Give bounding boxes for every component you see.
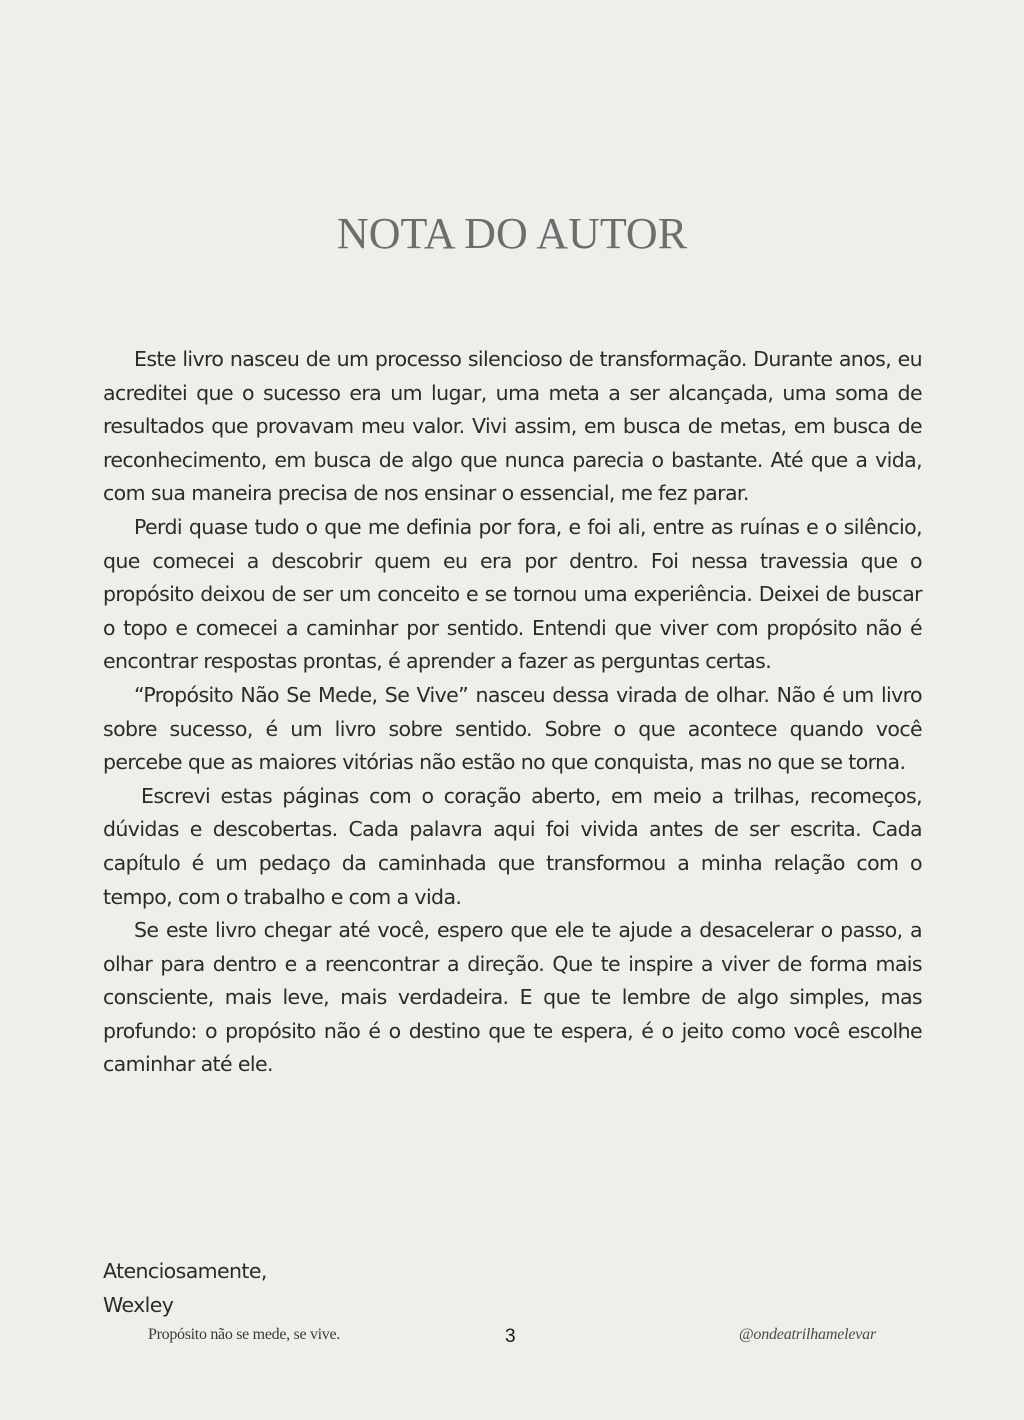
author-note-body bbox=[103, 343, 922, 1082]
paragraph-2: Perdi quase tudo o que me definia por fora, e foi ali, entre as ruínas e o silêncio, que comecei a descobrir quem eu era por dentro. Foi nessa travessia que o propósito deixou de ser um conceito e se tornou uma experiência. Deixei de buscar o topo e comecei a caminhar por sentido. Entendi que viver com propósito não é encontrar respostas prontas, é aprender a fazer as perguntas certas. bbox=[103, 514, 922, 674]
signoff bbox=[103, 1255, 267, 1322]
author-name: Wexley bbox=[103, 1292, 174, 1317]
paragraph-5: Se este livro chegar até você, espero que ele te ajude a desacelerar o passo, a olhar para dentro e a reencontrar a direção. Que te inspire a viver de forma mais consciente, mais leve, mais verdadeira. E que te lembre de algo simples, mas profundo: o propósito não é o destino que te espera, é o jeito como você escolhe caminhar até ele. bbox=[103, 918, 922, 1077]
closing-text: Atenciosamente, bbox=[103, 1259, 267, 1283]
paragraph-3: “Propósito Não Se Mede, Se Vive” nasceu dessa virada de olhar. Não é um livro sobre sucesso, é um livro sobre sentido. Sobre o que acontece quando você percebe que as maiores vitórias não estão no que conquista, mas no que se torna. bbox=[103, 682, 922, 775]
footer-social-handle: @ondeatrilhamelevar bbox=[738, 1326, 876, 1343]
footer-book-title: Propósito não se mede, se vive. bbox=[148, 1326, 340, 1343]
page-title: NOTA DO AUTOR bbox=[336, 209, 688, 258]
page-number: 3 bbox=[505, 1326, 516, 1347]
page-footer bbox=[0, 1326, 1024, 1352]
paragraph-1: Este livro nasceu de um processo silencioso de transformação. Durante anos, eu acreditei que o sucesso era um lugar, uma meta a ser alcançada, uma soma de resultados que provavam meu valor. Vivi assim, em busca de metas, em busca de reconhecimento, em busca de algo que nunca parecia o bastante. Até que a vida, com sua maneira precisa de nos ensinar o essencial, me fez parar. bbox=[103, 347, 922, 506]
paragraph-4: Escrevi estas páginas com o coração aberto, em meio a trilhas, recomeços, dúvidas e descobertas. Cada palavra aqui foi vivida antes de ser escrita. Cada capítulo é um pedaço da caminhada que transformou a minha relação com o tempo, com o trabalho e com a vida. bbox=[103, 783, 922, 909]
